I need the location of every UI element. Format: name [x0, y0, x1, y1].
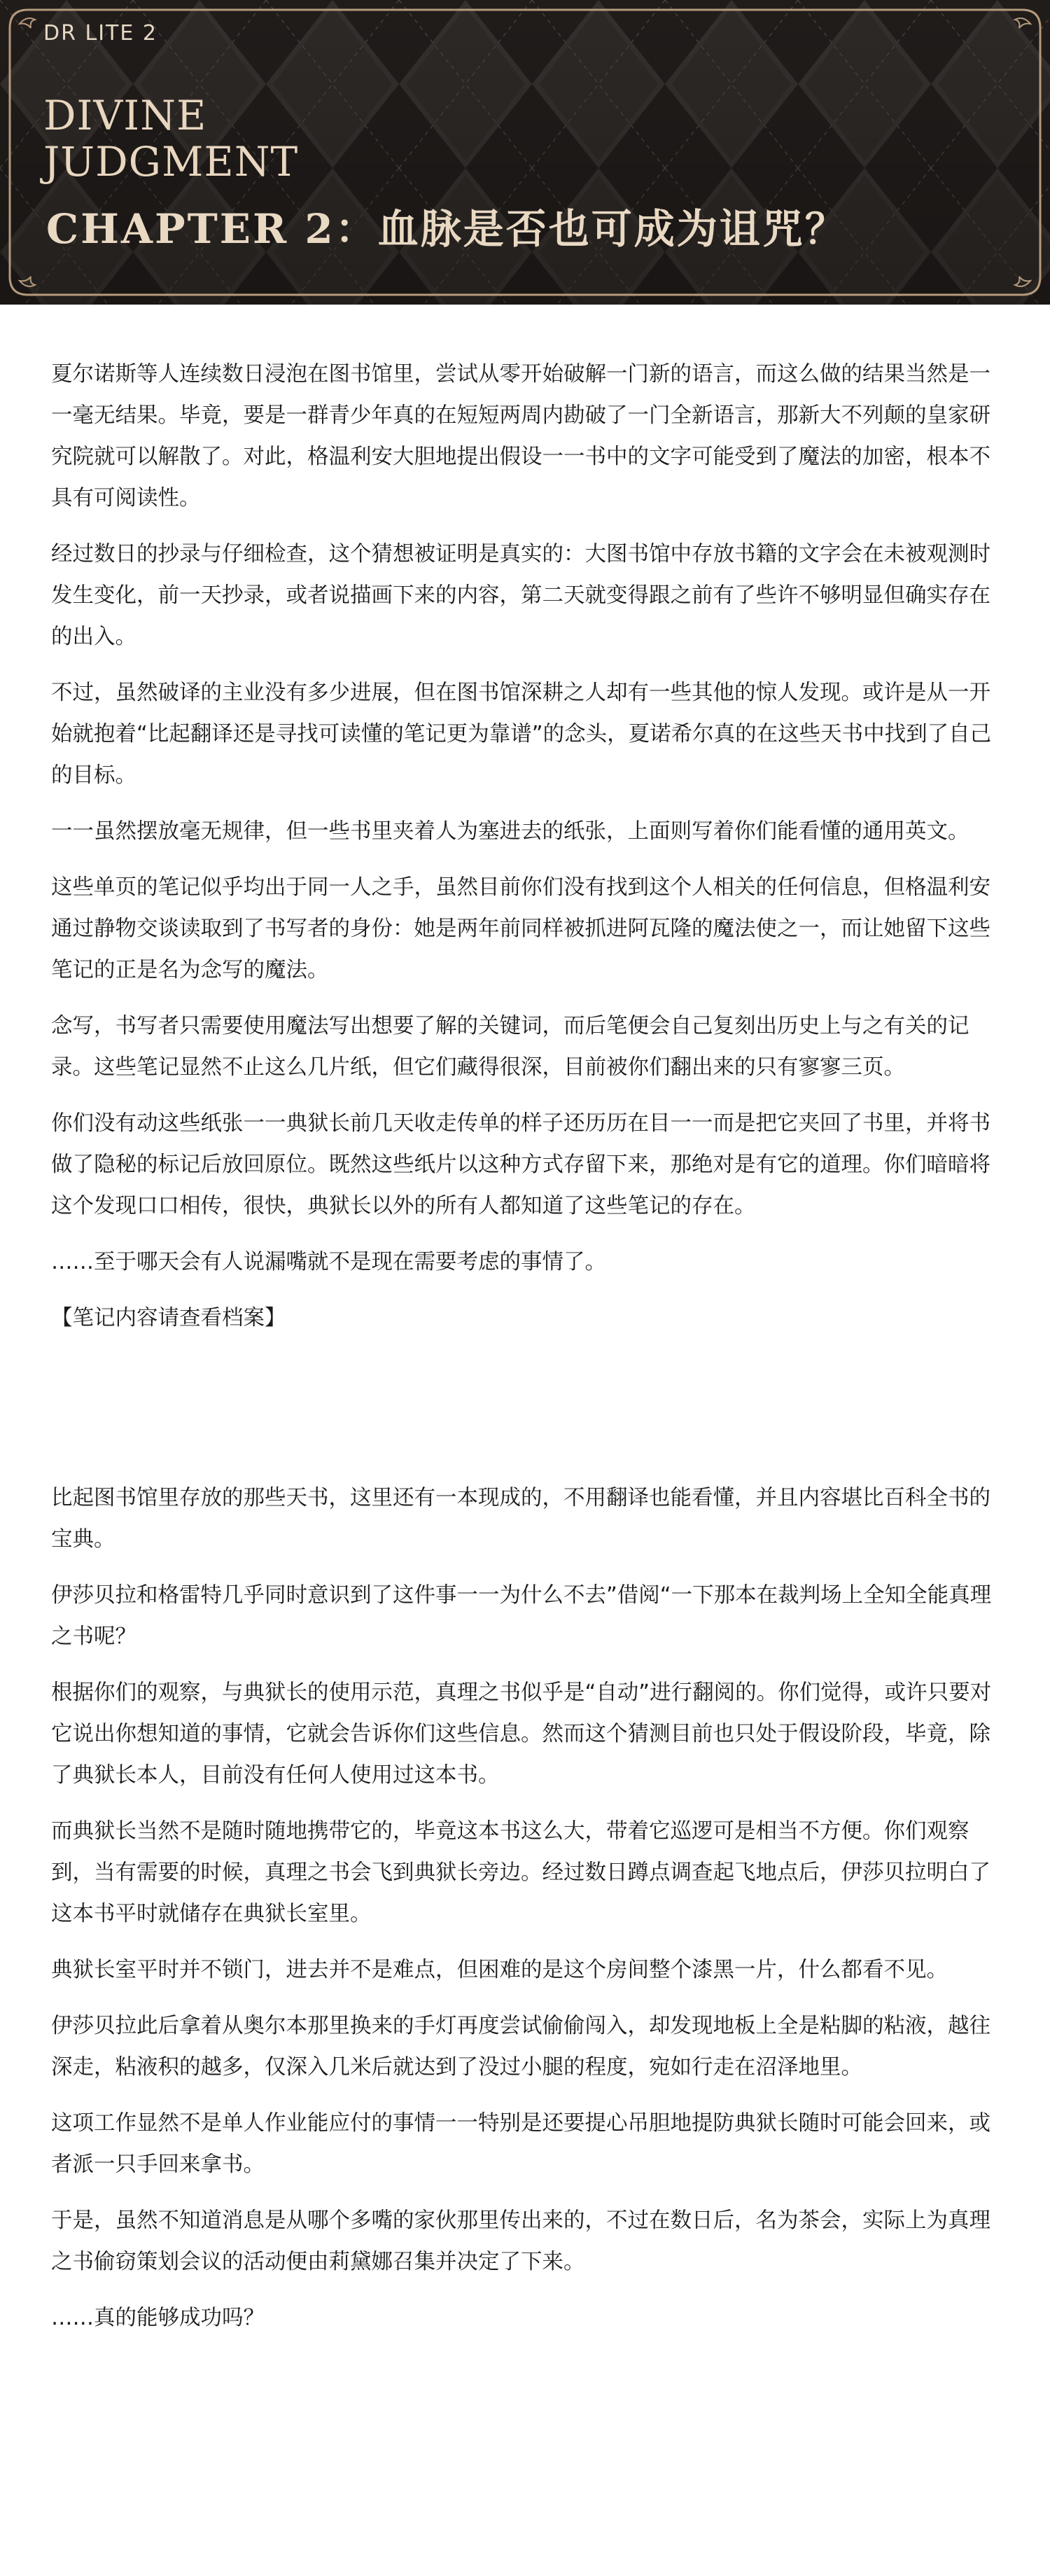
paragraph: ……真的能够成功吗？ [51, 2306, 265, 2330]
paragraph: 这些单页的笔记似乎均出于同一人之手，虽然目前你们没有找到这个人相关的任何信息，但格温利安通过静物交谈读取到了书写者的身份：她是两年前同样被抓进阿瓦隆的魔法使之一，而让她留下这些笔记的正是名为念写的魔法。 [51, 875, 990, 982]
paragraph: 夏尔诺斯等人连续数日浸泡在图书馆里，尝试从零开始破解一门新的语言，而这么做的结果当然是一一毫无结果。毕竟，要是一群青少年真的在短短两周内勘破了一门全新语言，那新大不列颠的皇家研究院就可以解散了。对此，格温利安大胆地提出假设一一书中的文字可能受到了魔法的加密，根本不具有可阅读性。 [51, 362, 990, 510]
paragraph: 典狱长室平时并不锁门，进去并不是难点，但困难的是这个房间整个漆黑一片，什么都看不见。 [51, 1958, 948, 1982]
paragraph: 比起图书馆里存放的那些天书，这里还有一本现成的，不用翻译也能看懂，并且内容堪比百科全书的宝典。 [51, 1486, 990, 1552]
paragraph: ……至于哪天会有人说漏嘴就不是现在需要考虑的事情了。 [51, 1250, 606, 1274]
paragraph: 于是，虽然不知道消息是从哪个多嘴的家伙那里传出来的，不过在数日后，名为茶会，实际上为真理之书偷窃策划会议的活动便由莉黛娜召集并决定了下来。 [51, 2208, 990, 2274]
paragraph: 伊莎贝拉此后拿着从奥尔本那里换来的手灯再度尝试偷偷闯入，却发现地板上全是粘脚的粘液，越往深走，粘液积的越多，仅深入几米后就达到了没过小腿的程度，宛如行走在沼泽地里。 [51, 2014, 990, 2080]
paragraph: 根据你们的观察，与典狱长的使用示范，真理之书似乎是“自动”进行翻阅的。你们觉得，或许只要对它说出你想知道的事情，它就会告诉你们这些信息。然而这个猜测目前也只处于假设阶段，毕竟，除了典狱长本人，目前没有任何人使用过这本书。 [51, 1680, 992, 1788]
series-label: DR LITE 2 [43, 21, 158, 46]
paragraph: 而典狱长当然不是随时随地携带它的，毕竟这本书这么大，带着它巡逻可是相当不方便。你们观察到，当有需要的时候，真理之书会飞到典狱长旁边。经过数日蹲点调查起飞地点后，伊莎贝拉明白了这本书平时就储存在典狱长室里。 [51, 1819, 990, 1926]
book-title-line-1: DIVINE [43, 92, 207, 139]
chapter-title: CHAPTER 2：血脉是否也可成为诅咒？ [46, 205, 848, 253]
paragraph: 伊莎贝拉和格雷特几乎同时意识到了这件事一一为什么不去”借阅“一下那本在裁判场上全知全能真理之书呢？ [51, 1583, 992, 1649]
paragraph: 这项工作显然不是单人作业能应付的事情一一特别是还要提心吊胆地提防典狱长随时可能会回来，或者派一只手回来拿书。 [51, 2111, 990, 2177]
paragraph: 不过，虽然破译的主业没有多少进展，但在图书馆深耕之人却有一些其他的惊人发现。或许是从一开始就抱着“比起翻译还是寻找可读懂的笔记更为靠谱”的念头，夏诺希尔真的在这些天书中找到了自己的目标。 [51, 681, 992, 788]
paragraph: 一一虽然摆放毫无规律，但一些书里夹着人为塞进去的纸张，上面则写着你们能看懂的通用英文。 [51, 819, 969, 844]
paragraph: 经过数日的抄录与仔细检查，这个猜想被证明是真实的：大图书馆中存放书籍的文字会在未被观测时发生变化，前一天抄录，或者说描画下来的内容，第二天就变得跟之前有了些许不够明显但确实存在的出入。 [51, 542, 990, 649]
book-title [43, 92, 298, 185]
paragraph: 念写，书写者只需要使用魔法写出想要了解的关键词，而后笔便会自己复刻出历史上与之有关的记录。这些笔记显然不止这么几片纸，但它们藏得很深，目前被你们翻出来的只有寥寥三页。 [51, 1014, 969, 1080]
book-title-line-2: JUDGMENT [43, 138, 299, 186]
paragraph: 你们没有动这些纸张一一典狱长前几天收走传单的样子还历历在目一一而是把它夹回了书里，并将书做了隐秘的标记后放回原位。既然这些纸片以这种方式存留下来，那绝对是有它的道理。你们暗暗将这个发现口口相传，很快，典狱长以外的所有人都知道了这些笔记的存在。 [51, 1111, 990, 1218]
chapter-banner [0, 0, 1050, 305]
archive-note: 【笔记内容请查看档案】 [51, 1306, 286, 1330]
story-content [51, 354, 1000, 2353]
